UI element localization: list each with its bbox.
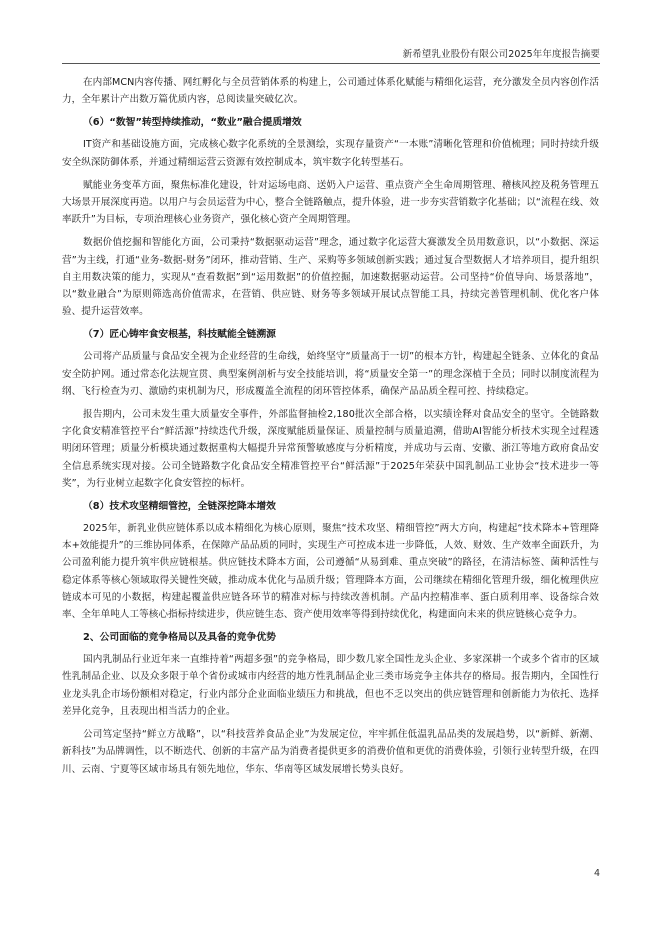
paragraph-data-value: 数据价值挖掘和智能化方面，公司秉持“数据驱动运营”理念，通过数字化运营大赛激发全员用数意识，以“小数据、深运营”为主线，打通“业务-数据-财务”闭环，推动营销、生产、采购等多领域创新实践；通过复合型数据人才培养项目，提升组织自主用数决策的能力，实现从“查看数据”到“运用数据”的价值控掘，加速数据驱动运营。公司坚持“价值导向、场景落地”，以“数业融合”为原则筛选高价值需求，在营销、供应链、财务等多领域开展试点智能工具，持续完善管理机制、优化客户体验、提升运营效率。 <box>62 237 599 318</box>
section-heading-competition: 2、公司面临的竞争格局以及具备的竞争优势 <box>83 632 276 644</box>
paragraph-food-safety: 公司将产品质量与食品安全视为企业经营的生命线，始终坚守“质量高于一切”的根本方针，构建起全链条、立体化的食品安全防护网。通过常态化法规宣贯、典型案例剖析与安全技能培训，将“质量安全第一”的理念深植于全员；同时以制度流程为纲、飞行检查为刃、激励约束机制为尺，形成覆盖全流程的闭环管控体系，确保产品品质全程可控、持续稳定。 <box>62 351 599 397</box>
page-number: 4 <box>593 868 600 879</box>
paragraph-quality-events: 报告期内，公司未发生重大质量安全事件，外部监督抽检2,180批次全部合格，以实绩诠释对食品安全的坚守。全链路数字化食安精准管控平台“鲜活源”持续迭代升级，深度赋能质量保证、质量控制与质量追溯，借助AI智能分析技术实现全过程透明闭环管理；质量分析模块通过数据重构大幅提升异常预警敏感度与分析精度，并成功与云南、安徽、浙江等地方政府食品安全信息系统实现对接。公司全链路数字化食品安全精准管控平台“鲜活源”于2025年荣获中国乳制品工业协会“技术进步一等奖”，为行业树立起数字化食安管控的标杆。 <box>62 409 599 489</box>
paragraph-industry-landscape: 国内乳制品行业近年来一直维持着“两超多强”的竞争格局，即少数几家全国性龙头企业、多家深耕一个或多个省市的区域性乳制品企业、以及众多限于单个省份或城市内经营的地方性乳制品企业三类市场竞争主体共存的格局。报告期内，全国性行业龙头乳企市场份额相对稳定，行业内部分企业面临业绩压力和挑战，但也不乏以突出的供应链管理和创新能力为依托、选择差异化竞争，且表现出相当活力的企业。 <box>62 654 599 717</box>
page-body <box>62 74 599 784</box>
paragraph-company-strategy: 公司笃定坚持“鲜立方战略”，以“科技营养食品企业”为发展定位，牢牢抓住低温乳品品类的发展趋势，以“新鲜、新潮、新科技”为品牌调性，以不断迭代、创新的丰富产品为消费者提供更多的消费价值和更优的消费体验，引领行业转型升级，在四川、云南、宁夏等区域市场具有领先地位，华东、华南等区域发展增长势头良好。 <box>62 729 599 775</box>
paragraph-supply-chain: 2025年，新乳业供应链体系以成本精细化为核心原则，聚焦“技术攻坚、精细管控”两大方向，构建起“技术降本+管理降本+效能提升”的三维协同体系，在保障产品品质的同时，实现生产可控成本进一步降低，人效、财效、生产效率全面跃升，为公司盈利能力提升筑牢供应链根基。供应链技术降本方面，公司遵循“从易到难、重点突破”的路径，在清洁标签、菌种活性与稳定体系等核心领域取得关键性突破，推动成本优化与品质升级；管理降本方面，公司继续在精细化管理升级，细化梳理供应链成本可见的小数据，构建起覆盖供应链各环节的精准对标与持续改善机制。产品内控精准率、蛋白质利用率、设备综合效率、全年单吨人工等核心指标持续进步，供应链生态、资产使用效率等得到持续优化，构建面向未来的供应链核心竞争力。 <box>62 523 599 621</box>
section-heading-8: （8）技术攻坚精细管控，全链深挖降本增效 <box>83 501 276 513</box>
header-rule <box>62 63 600 64</box>
section-heading-6: （6）“数智”转型持续推动，“数业”融合提质增效 <box>83 117 302 129</box>
section-heading-7: （7）匠心铸牢食安根基，科技赋能全链溯源 <box>83 329 276 341</box>
paragraph-it-assets: IT资产和基础设施方面，完成核心数字化系统的全景测绘，实现存量资产“一本账”清晰化管理和价值梳理；同时持续升级安全纵深防御体系，并通过精细运营云资源有效控制成本，筑牢数字化转型基石。 <box>62 139 599 168</box>
running-header: 新希望乳业股份有限公司2025年年度报告摘要 <box>402 49 600 60</box>
paragraph-business-change: 赋能业务变革方面，聚焦标准化建设，针对运场电商、送奶入户运营、重点资产全生命周期管理、稽核风控及税务管理五大场景开展深度再造。以用户与会员运营为中心，整合全链路触点，提升体验，进一步夯实营销数字化基础；以“流程在线、效率跃升”为目标，专项治理核心业务资产，强化核心资产全周期管理。 <box>62 179 599 226</box>
paragraph-mcn: 在内部MCN内容传播、网红孵化与全员营销体系的构建上，公司通过体系化赋能与精细化运营，充分激发全员内容创作活力，全年累计产出数万篇优质内容，总阅读量突破亿次。 <box>62 77 599 106</box>
